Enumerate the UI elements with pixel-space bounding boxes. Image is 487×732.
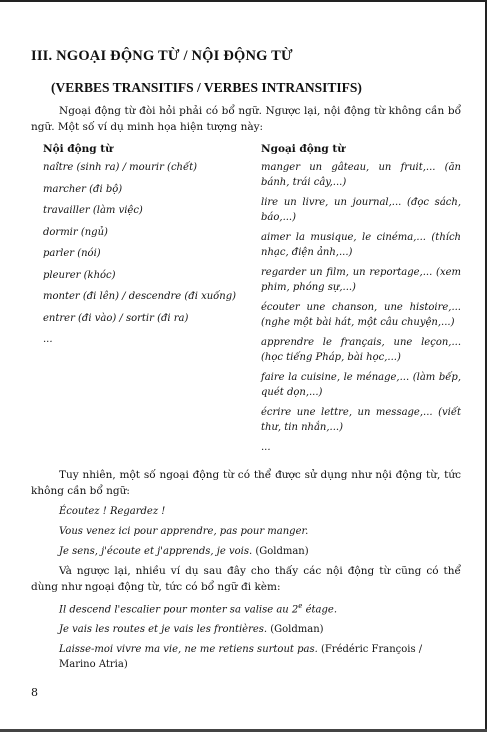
intransitive-header: Nội động từ (43, 142, 113, 155)
intransitive-item: ... (43, 334, 53, 346)
page-number: 8 (31, 686, 38, 699)
section-subheading: (VERBES TRANSITIFS / VERBES INTRANSITIFS) (51, 79, 362, 95)
paragraph-intransitive-as-transitive: Và ngược lại, nhiều ví dụ sau đây cho thấy các nội động từ cũng có thể dùng như ngoại động từ, tức có bổ ngữ đi kèm: (31, 565, 461, 593)
intransitive-column (31, 142, 261, 462)
transitive-header: Ngoại động từ (261, 142, 345, 155)
intransitive-item: monter (đi lên) / descendre (đi xuống) (43, 291, 237, 303)
intransitive-item: marcher (đi bộ) (43, 183, 123, 195)
example-sentence (31, 642, 461, 672)
example-text: Je vais les routes et je vais les frontières. (59, 624, 268, 636)
example-source: (Goldman) (252, 546, 309, 558)
example-sentence (31, 544, 461, 559)
intransitive-item: pleurer (khóc) (43, 269, 116, 281)
transitive-item: manger un gâteau, un fruit,... (ăn bánh, trái cây,...) (261, 162, 461, 188)
transitive-item: faire la cuisine, le ménage,... (làm bếp, quét dọn,...) (261, 372, 461, 398)
transitive-item: ... (261, 442, 271, 454)
intransitive-item: parler (nói) (43, 248, 101, 260)
section-heading: III. NGOẠI ĐỘNG TỪ / NỘI ĐỘNG TỪ (31, 48, 293, 64)
intransitive-item: travailler (làm việc) (43, 205, 143, 217)
example-text: Vous venez ici pour apprendre, pas pour manger. (59, 526, 309, 538)
example-sentence (31, 601, 461, 617)
example-source: (Frédéric François / Marino Atria) (59, 644, 423, 671)
transitive-item: écouter une chanson, une histoire,... (nghe một bài hát, một câu chuyện,...) (261, 302, 461, 328)
transitive-item: aimer la musique, le cinéma,... (thích nhạc, điện ảnh,...) (261, 232, 461, 258)
verb-table (31, 142, 461, 462)
page-border-top (0, 0, 487, 2)
transitive-item: lire un livre, un journal,... (đọc sách, báo,...) (261, 197, 461, 223)
page-content (31, 46, 461, 677)
ordinal-superscript: e (298, 601, 303, 610)
example-text: Je sens, j'écoute et j'apprends, je vois. (59, 546, 253, 558)
example-source: (Goldman) (267, 624, 324, 636)
transitive-item: écrire une lettre, un message,... (viết thư, tin nhắn,...) (261, 407, 461, 433)
transitive-column (261, 142, 461, 462)
paragraph-transitive-as-intransitive: Tuy nhiên, một số ngoại động từ có thể được sử dụng như nội động từ, tức không cần bổ ngữ: (31, 468, 461, 497)
intransitive-item: naître (sinh ra) / mourir (chết) (43, 162, 198, 174)
example-text: Écoutez ! Regardez ! (59, 506, 166, 518)
example-text: étage. (302, 604, 337, 616)
transitive-item: apprendre le français, une leçon,... (học tiếng Pháp, bài học,...) (261, 337, 461, 363)
example-text: Laisse-moi vivre ma vie, ne me retiens surtout pas. (59, 644, 318, 656)
intransitive-item: entrer (đi vào) / sortir (đi ra) (43, 312, 189, 324)
example-sentence (31, 524, 461, 539)
example-sentence (31, 504, 461, 519)
transitive-item: regarder un film, un reportage,... (xem phim, phóng sự,...) (261, 267, 461, 293)
intransitive-item: dormir (ngủ) (43, 226, 108, 238)
example-text: Il descend l'escalier pour monter sa valise au 2 (59, 604, 299, 616)
example-sentence (31, 622, 461, 637)
intro-paragraph: Ngoại động từ đòi hỏi phải có bổ ngữ. Ngược lại, nội động từ không cần bổ ngữ. Một số ví dụ minh họa hiện tượng này: (31, 105, 461, 133)
